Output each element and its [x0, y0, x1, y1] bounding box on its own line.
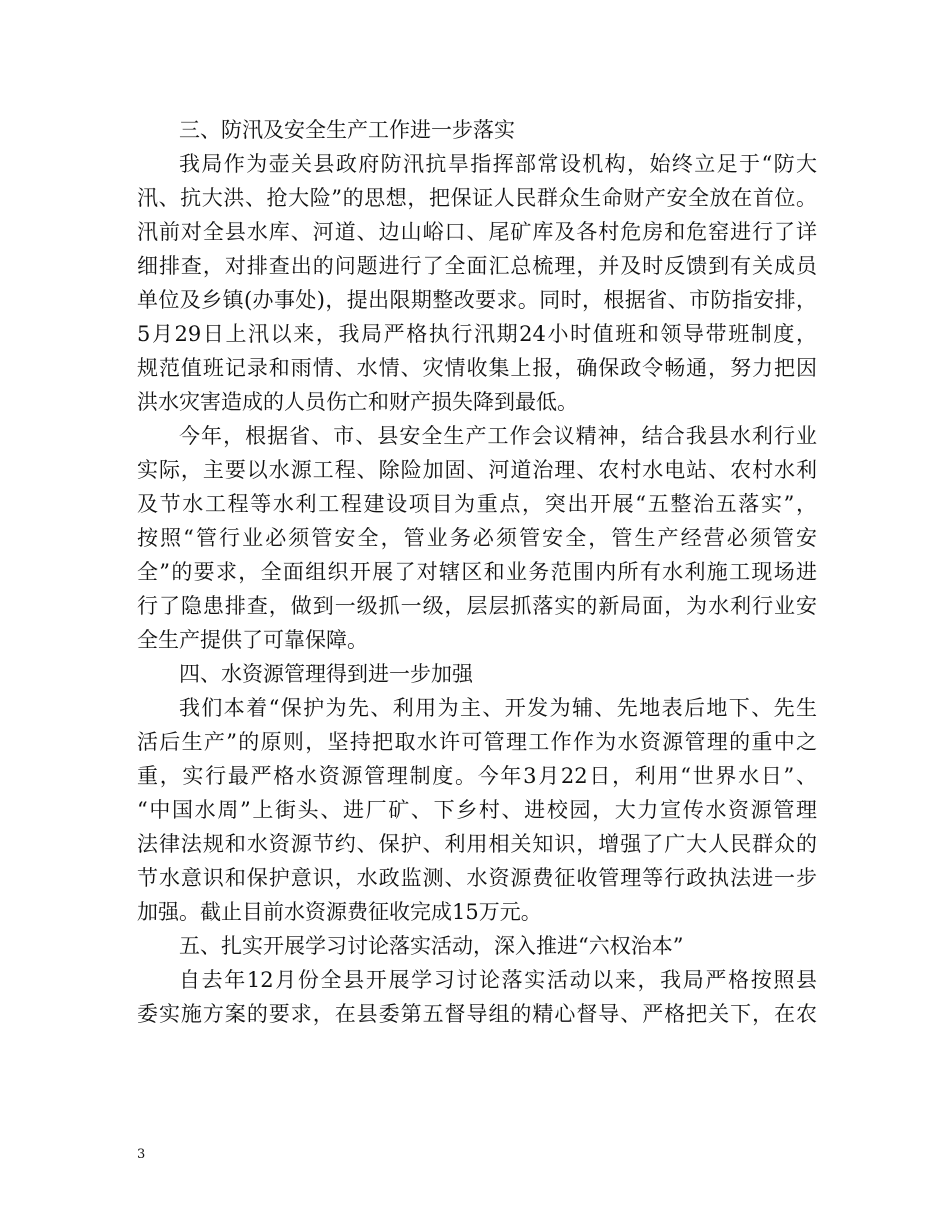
text-line: 重，实行最严格水资源管理制度。今年3月22日，利用“世界水日”、 [137, 764, 817, 788]
text-line: 及节水工程等水利工程建设项目为重点，突出开展“五整治五落实”， [137, 492, 817, 516]
text-line: “中国水周”上街头、进厂矿、下乡村、进校园，大力宣传水资源管理 [137, 798, 817, 822]
text-line: 法律法规和水资源节约、保护、利用相关知识，增强了广大人民群众的 [137, 832, 817, 856]
text-line: 行了隐患排查，做到一级抓一级，层层抓落实的新局面，为水利行业安 [137, 594, 817, 618]
text-line: 加强。截止目前水资源费征收完成15万元。 [137, 900, 542, 924]
text-line: 四、水资源管理得到进一步加强 [179, 662, 473, 686]
body-text [137, 113, 817, 1031]
text-line: 5月29日上汛以来，我局严格执行汛期24小时值班和领导带班制度， [137, 322, 817, 346]
text-line: 节水意识和保护意识，水政监测、水资源费征收管理等行政执法进一步 [137, 866, 817, 890]
text-line: 实际，主要以水源工程、除险加固、河道治理、农村水电站、农村水利 [137, 458, 817, 482]
text-line: 我们本着“保护为先、利用为主、开发为辅、先地表后地下、先生 [179, 696, 817, 720]
text-line: 委实施方案的要求，在县委第五督导组的精心督导、严格把关下，在农 [137, 1002, 817, 1026]
text-line: 单位及乡镇(办事处)，提出限期整改要求。同时，根据省、市防指安排， [137, 288, 817, 312]
text-line: 规范值班记录和雨情、水情、灾情收集上报，确保政令畅通，努力把因 [137, 356, 817, 380]
text-line: 汛前对全县水库、河道、边山峪口、尾矿库及各村危房和危窑进行了详 [137, 220, 817, 244]
text-line: 按照“管行业必须管安全，管业务必须管安全，管生产经营必须管安 [137, 526, 817, 550]
text-line: 全生产提供了可靠保障。 [137, 628, 368, 652]
text-line: 今年，根据省、市、县安全生产工作会议精神，结合我县水利行业 [179, 424, 817, 448]
text-line: 细排查，对排查出的问题进行了全面汇总梳理，并及时反馈到有关成员 [137, 254, 817, 278]
text-line: 我局作为壶关县政府防汛抗旱指挥部常设机构，始终立足于“防大 [179, 152, 817, 176]
text-line: 三、防汛及安全生产工作进一步落实 [179, 118, 515, 142]
page-number: 3 [137, 1147, 146, 1162]
text-line: 汛、抗大洪、抢大险”的思想，把保证人民群众生命财产安全放在首位。 [137, 186, 817, 210]
text-line: 自去年12月份全县开展学习讨论落实活动以来，我局严格按照县 [179, 968, 817, 992]
text-line: 洪水灾害造成的人员伤亡和财产损失降到最低。 [137, 390, 578, 414]
text-line: 五、扎实开展学习讨论落实活动，深入推进“六权治本” [179, 934, 684, 958]
text-line: 全”的要求，全面组织开展了对辖区和业务范围内所有水利施工现场进 [137, 560, 817, 584]
text-line: 活后生产”的原则，坚持把取水许可管理工作作为水资源管理的重中之 [137, 730, 817, 754]
